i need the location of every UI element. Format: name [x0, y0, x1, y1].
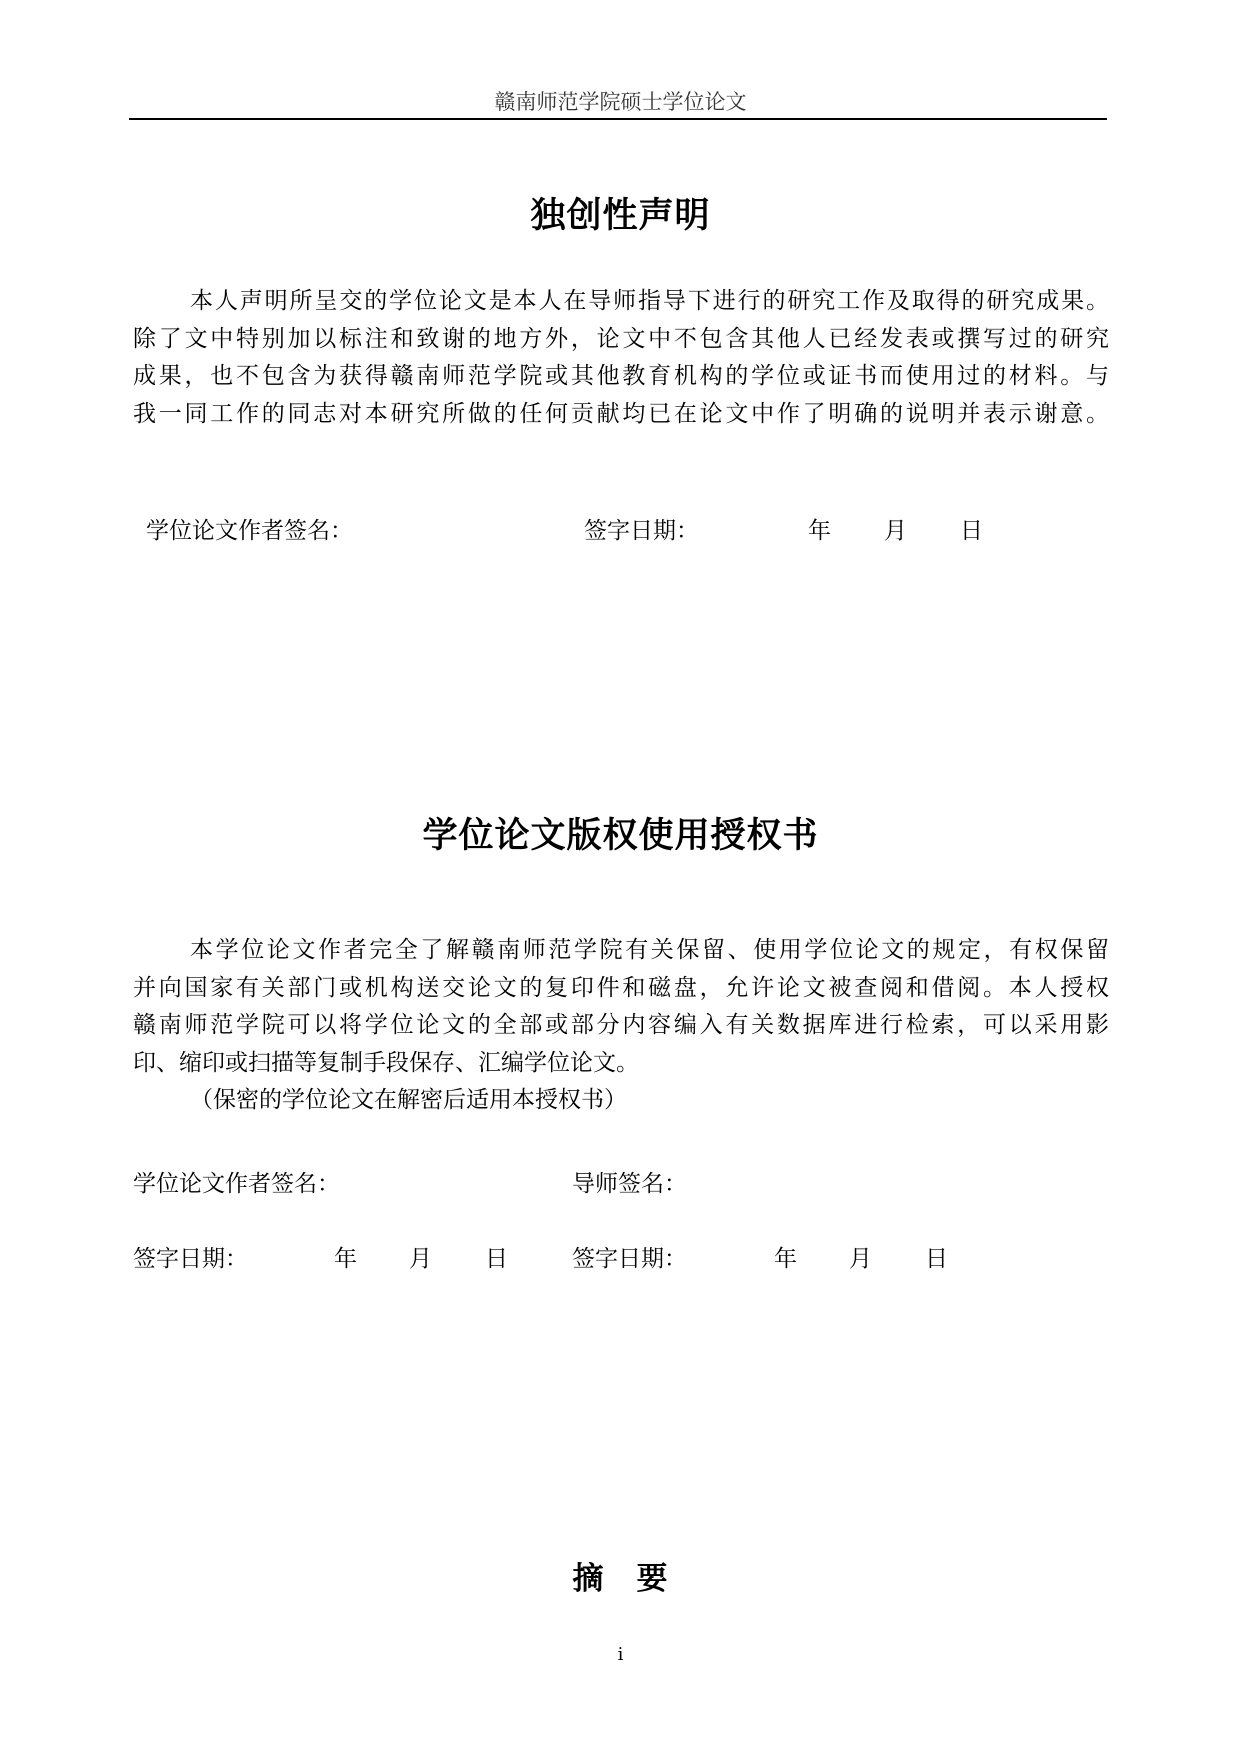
date-day: 日 [925, 1246, 948, 1272]
date-day: 日 [485, 1246, 508, 1272]
paragraph-line: 印、缩印或扫描等复制手段保存、汇编学位论文。 [133, 1049, 639, 1076]
sign-date-label: 签字日期： [584, 518, 699, 544]
page-number: i [617, 1644, 624, 1665]
date-year: 年 [334, 1246, 357, 1272]
paragraph-line: 赣南师范学院可以将学位论文的全部或部分内容编入有关数据库进行检索，可以采用影 [133, 1012, 1109, 1038]
date-year: 年 [774, 1246, 797, 1272]
header-rule [129, 118, 1107, 120]
confidentiality-note: （保密的学位论文在解密后适用本授权书） [190, 1087, 627, 1113]
paragraph-line: 并向国家有关部门或机构送交论文的复印件和磁盘，允许论文被查阅和借阅。本人授权 [133, 974, 1109, 1001]
running-header: 赣南师范学院硕士学位论文 [494, 90, 747, 114]
date-month: 月 [409, 1246, 432, 1272]
paragraph-line: 我一同工作的同志对本研究所做的任何贡献均已在论文中作了明确的说明并表示谢意。 [133, 400, 1109, 427]
supervisor-signature-label: 导师签名： [572, 1171, 687, 1197]
originality-paragraph [133, 283, 1109, 433]
paragraph-line: 本学位论文作者完全了解赣南师范学院有关保留、使用学位论文的规定，有权保留 [190, 937, 1109, 963]
author-sign-date-label: 签字日期： [133, 1246, 248, 1272]
author-signature-label: 学位论文作者签名： [133, 1171, 340, 1197]
supervisor-sign-date-label: 签字日期： [572, 1246, 687, 1272]
abstract-title: 摘 要 [572, 1561, 669, 1597]
paragraph-line: 成果，也不包含为获得赣南师范学院或其他教育机构的学位或证书而使用过的材料。与 [133, 363, 1109, 389]
date-day: 日 [960, 518, 983, 544]
paragraph-line: 本人声明所呈交的学位论文是本人在导师指导下进行的研究工作及取得的研究成果。 [190, 288, 1109, 314]
copyright-title: 学位论文版权使用授权书 [422, 816, 819, 856]
date-month: 月 [884, 518, 907, 544]
author-signature-label: 学位论文作者签名： [146, 518, 353, 544]
copyright-paragraph [133, 932, 1109, 1120]
originality-title: 独创性声明 [530, 196, 711, 236]
date-year: 年 [808, 518, 831, 544]
paragraph-line: 除了文中特别加以标注和致谢的地方外，论文中不包含其他人已经发表或撰写过的研究 [133, 325, 1109, 352]
date-month: 月 [849, 1246, 872, 1272]
